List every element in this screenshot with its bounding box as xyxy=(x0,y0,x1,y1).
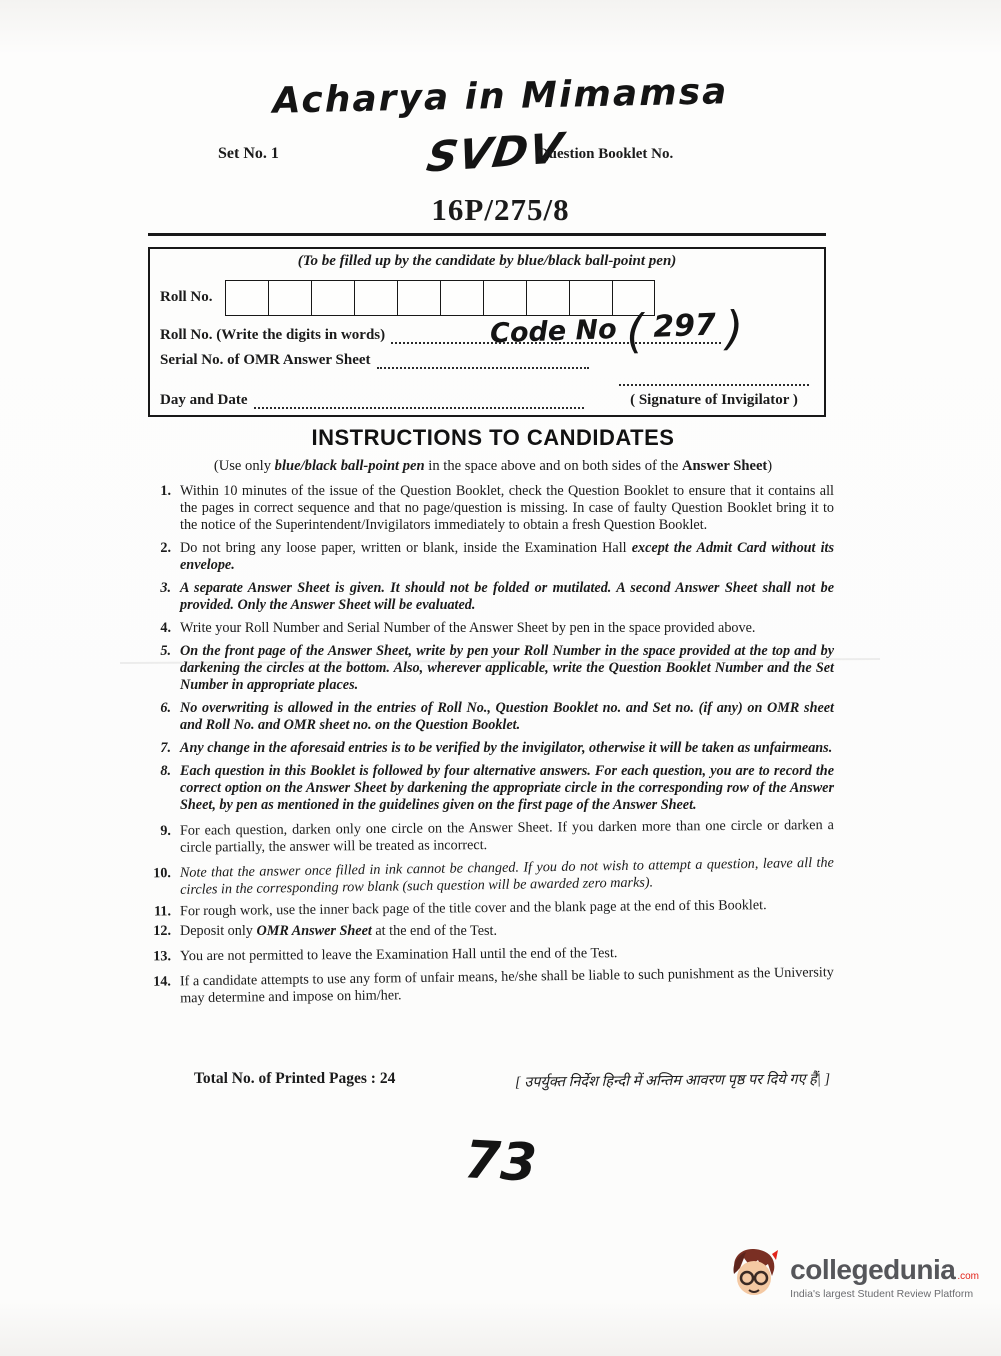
omr-serial-label: Serial No. of OMR Answer Sheet xyxy=(160,351,371,368)
instruction-item xyxy=(148,964,838,1008)
roll-no-cell xyxy=(440,280,483,316)
instruction-text: On the front page of the Answer Sheet, write by pen your Roll Number in the space provided at the top and by darkening the circles at the bottom. Also, wherever applicable, write the Question Booklet Number and the Set Number in appropriate places. xyxy=(180,643,834,693)
set-number-label: Set No. 1 xyxy=(218,145,279,162)
instruction-item xyxy=(148,643,838,694)
instruction-number: 1. xyxy=(160,483,171,499)
collegedunia-mascot-icon xyxy=(728,1246,780,1307)
candidate-details-box xyxy=(148,247,826,417)
roll-no-cell xyxy=(225,280,268,316)
instruction-text: A separate Answer Sheet is given. It should not be folded or mutilated. A second Answer Sheet shall not be provided. Only the Answer Sheet will be evaluated. xyxy=(180,580,834,613)
instructions-section xyxy=(148,425,838,1009)
roll-no-cell xyxy=(354,280,397,316)
roll-no-cell xyxy=(569,280,612,316)
instruction-item xyxy=(148,580,838,614)
dotted-line xyxy=(377,353,589,369)
brand-tld: .com xyxy=(957,1270,979,1282)
roll-no-label: Roll No. xyxy=(160,289,213,305)
instruction-text: For each question, darken only one circle on the Answer Sheet. If you darken more than one circle or darken a circle partially, the answer will be treated as incorrect. xyxy=(179,817,834,856)
instructions-list xyxy=(148,483,838,1007)
total-printed-pages: Total No. of Printed Pages : 24 xyxy=(194,1070,396,1087)
instruction-item xyxy=(148,483,838,534)
instruction-item xyxy=(148,923,838,940)
instruction-item xyxy=(148,944,838,966)
roll-no-cell xyxy=(483,280,526,316)
instructions-heading: INSTRUCTIONS TO CANDIDATES xyxy=(311,425,675,450)
instruction-number: 3. xyxy=(160,580,171,596)
instruction-text: Write your Roll Number and Serial Number of the Answer Sheet by pen in the space provided above. xyxy=(180,620,756,636)
instruction-number: 5. xyxy=(160,643,171,659)
handwritten-subject-title: Acharya in Mimamsa xyxy=(272,71,729,122)
instruction-item xyxy=(148,817,838,857)
dotted-line xyxy=(254,393,584,409)
roll-words-row xyxy=(160,300,814,359)
collegedunia-logo xyxy=(728,1246,979,1307)
instruction-text: Any change in the aforesaid entries is to be verified by the invigilator, otherwise it will be taken as unfairmeans. xyxy=(180,740,833,756)
roll-no-cell xyxy=(397,280,440,316)
invigilator-signature-label: ( Signature of Invigilator ) xyxy=(630,392,798,408)
invigilator-signature-block xyxy=(614,376,814,409)
horizontal-rule xyxy=(148,233,826,236)
instruction-text: Deposit only OMR Answer Sheet at the end of the Test. xyxy=(180,923,498,939)
instruction-item xyxy=(148,540,838,574)
instruction-number: 8. xyxy=(160,763,171,779)
instruction-number: 11. xyxy=(153,903,172,920)
hindi-instructions-note: [ उपर्युक्त निर्देश हिन्दी में अन्तिम आवरण पृष्ठ पर दिये गए हैं| ] xyxy=(514,1071,831,1091)
day-date-label: Day and Date xyxy=(160,392,248,408)
instruction-item xyxy=(148,740,838,757)
instruction-number: 2. xyxy=(160,540,171,556)
roll-no-cell xyxy=(526,280,569,316)
instruction-number: 7. xyxy=(160,740,171,756)
instruction-text: Within 10 minutes of the issue of the Question Booklet, check the Question Booklet to ensure that it contains all the pages in correct sequence and that no page/question is missing. In case of faulty Question Booklet bring it to the notice of the Superintendent/Invigilators immediately to obtain a fresh Question Booklet. xyxy=(180,483,834,533)
instruction-item xyxy=(148,700,838,734)
instruction-number: 12. xyxy=(153,923,171,939)
serial-number-row xyxy=(160,352,814,369)
roll-no-cell xyxy=(268,280,311,316)
instruction-text: For rough work, use the inner back page of the title cover and the blank page at the end of this Booklet. xyxy=(179,897,767,920)
footer-row xyxy=(148,1070,838,1090)
brand-tagline: India's largest Student Review Platform xyxy=(790,1287,974,1300)
instruction-item xyxy=(148,896,838,920)
roll-no-boxes xyxy=(225,280,655,316)
instruction-text: You are not permitted to leave the Examination Hall until the end of the Test. xyxy=(179,945,618,965)
instruction-text: Each question in this Booklet is followed by four alternative answers. For each question, you are to record the correct option on the Answer Sheet by darkening the appropriate circle in the corresponding row of the Answer Sheet, by pen as mentioned in the guidelines given on the first page of the Answer Sheet. xyxy=(180,763,834,813)
instruction-number: 9. xyxy=(160,822,172,839)
handwritten-code-number: Code No ( 297 ) xyxy=(489,300,745,359)
instruction-number: 14. xyxy=(153,973,172,990)
fill-instruction-note: (To be filled up by the candidate by blue/black ball-point pen) xyxy=(297,253,677,269)
handwritten-page-number: 73 xyxy=(462,1130,539,1194)
instruction-number: 6. xyxy=(160,700,171,716)
question-booklet-no-label: Question Booklet No. xyxy=(537,146,674,162)
instruction-text: Do not bring any loose paper, written or blank, inside the Examination Hall except the Admit Card without its envelope. xyxy=(180,540,834,573)
day-date-signature-row xyxy=(160,376,814,409)
instruction-text: No overwriting is allowed in the entries of Roll No., Question Booklet no. and Set no. (if any) on OMR sheet and Roll No. and OMR sheet no. on the Question Booklet. xyxy=(180,700,834,733)
instruction-item xyxy=(148,855,838,900)
instruction-number: 10. xyxy=(153,865,172,882)
pen-usage-note: (Use only blue/black ball-point pen in the space above and on both sides of the Answer Sheet) xyxy=(213,458,773,474)
instruction-text: Note that the answer once filled in ink cannot be changed. If you do not wish to attempt a question, leave all the circles in the corresponding row blank (such question will be awarded zero marks). xyxy=(179,854,834,898)
instruction-item xyxy=(148,763,838,814)
signature-dotted-line xyxy=(619,376,809,386)
brand-name: collegedunia xyxy=(790,1253,956,1285)
instruction-text: If a candidate attempts to use any form of unfair means, he/she shall be liable to such punishment as the University may determine and impose on him/her. xyxy=(179,964,834,1007)
instruction-number: 4. xyxy=(160,620,171,636)
instruction-number: 13. xyxy=(153,948,172,965)
instruction-item xyxy=(148,620,838,637)
roll-no-cell xyxy=(311,280,354,316)
roll-words-label: Roll No. (Write the digits in words) xyxy=(160,327,386,343)
paper-code: 16P/275/8 xyxy=(431,192,570,227)
handwritten-faculty-code: SVDV xyxy=(423,123,567,182)
